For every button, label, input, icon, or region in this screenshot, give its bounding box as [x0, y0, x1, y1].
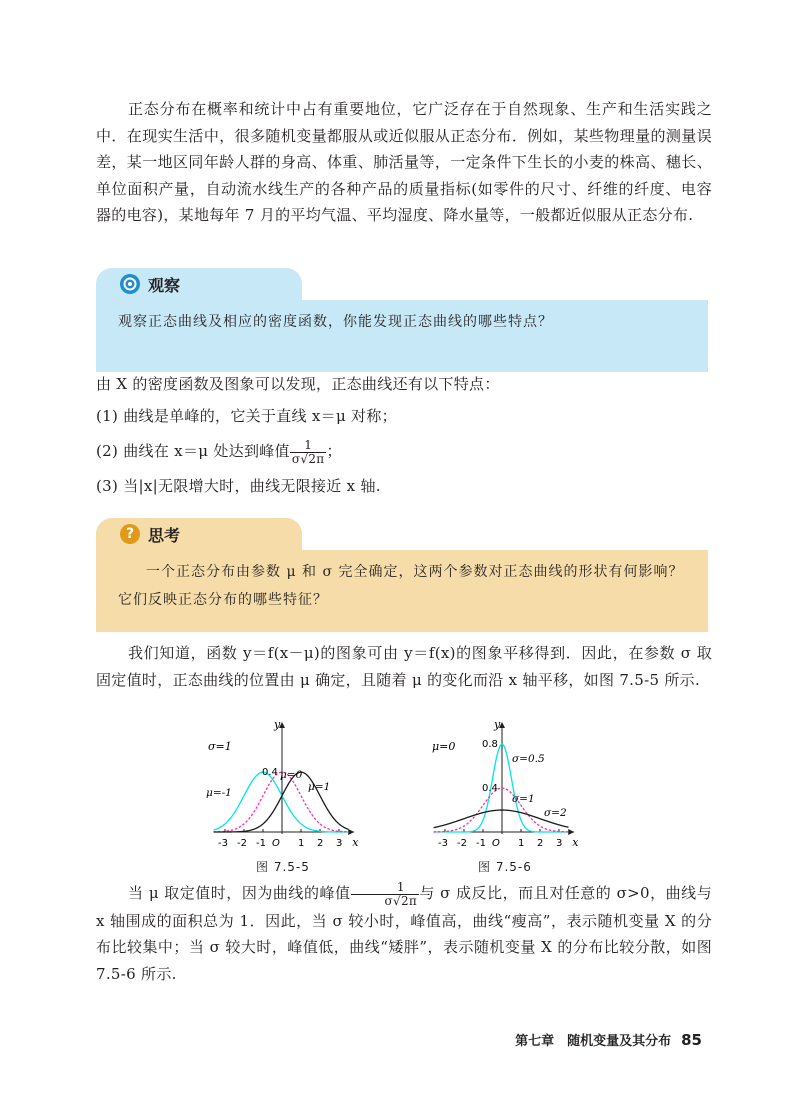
series-label: μ=-1: [206, 787, 232, 799]
x-axis-label: x: [572, 836, 579, 848]
target-icon: [120, 274, 140, 294]
chart-annotation: σ=1: [208, 740, 232, 753]
observe-title: 观察: [148, 275, 181, 295]
figure-7-5-6: [420, 718, 595, 848]
sigma-paragraph: [96, 880, 712, 987]
y-tick-label: 0.4: [482, 783, 498, 794]
y-tick-label: 0.4: [262, 767, 278, 778]
observe-box: [96, 268, 708, 372]
series-label: σ=0.5: [512, 753, 545, 765]
think-box: [96, 518, 708, 632]
page-number: 85: [681, 1031, 702, 1049]
caption-7-5-6: 图 7.5-6: [478, 860, 532, 874]
x-tick-label: -2: [237, 838, 247, 848]
feature-item-3: (3) 当|x|无限增大时，曲线无限接近 x 轴.: [96, 477, 381, 495]
x-tick-label: -1: [476, 838, 486, 848]
translation-paragraph: 我们知道，函数 y＝f(x－μ)的图象可由 y＝f(x)的图象平移得到．因此，在参数 σ 取固定值时，正态曲线的位置由 μ 确定，且随着 μ 的变化而沿 x 轴平移，如图 7.5-5 所示.: [96, 644, 712, 689]
fraction-denominator: σ√2π: [291, 451, 325, 466]
x-tick-label: 1: [298, 838, 305, 848]
feature-item-2-end: ；: [326, 442, 342, 460]
observe-body: 观察正态曲线及相应的密度函数，你能发现正态曲线的哪些特点？: [96, 300, 708, 372]
series-label: σ=2: [544, 807, 567, 819]
chart-annotation: μ=0: [432, 740, 456, 753]
think-tab: [96, 518, 302, 550]
x-tick-label: O: [492, 838, 500, 848]
feature-item-2: [96, 432, 712, 470]
x-tick-label: 1: [518, 838, 525, 848]
features-list: [96, 368, 712, 502]
sigma-paragraph-start: 当 μ 取定值时，因为曲线的峰值: [128, 884, 351, 902]
peak-fraction: [290, 439, 327, 466]
x-tick-label: 3: [556, 838, 563, 848]
x-tick-label: 2: [317, 838, 324, 848]
x-axis-arrow: [568, 829, 574, 835]
series-label: σ=1: [512, 793, 535, 805]
x-tick-label: -1: [256, 838, 266, 848]
fraction-numerator-2: 1: [351, 881, 420, 895]
chapter-label: 第七章 随机变量及其分布: [515, 1034, 672, 1049]
x-tick-label: -2: [457, 838, 467, 848]
features-lead: 由 X 的密度函数及图象可以发现，正态曲线还有以下特点：: [96, 375, 500, 393]
y-tick-label: 0.8: [482, 739, 498, 750]
x-tick-label: 2: [537, 838, 544, 848]
feature-item-1: (1) 曲线是单峰的，它关于直线 x＝μ 对称；: [96, 407, 397, 425]
series-label: μ=0: [280, 769, 303, 781]
question-icon: ?: [120, 524, 140, 544]
sigma-paragraph-rest: 与 σ 成反比，而且对任意的 σ>0，曲线与 x 轴围成的面积总为 1．因此，当 σ 较小时，峰值高，曲线“瘦高”，表示随机变量 X 的分布比较集中；当 σ 较大时，峰值低，曲线“矮胖”，表示随机变量 X 的分布比较分散，如图 7.5-6 所示.: [96, 884, 712, 983]
x-axis-arrow: [348, 829, 354, 835]
x-tick-label: 3: [336, 838, 343, 848]
x-axis-label: x: [352, 836, 359, 848]
think-body: 一个正态分布由参数 μ 和 σ 完全确定，这两个参数对正态曲线的形状有何影响？它们反映正态分布的哪些特征？: [96, 550, 708, 632]
intro-paragraph: 正态分布在概率和统计中占有重要地位，它广泛存在于自然现象、生产和生活实践之中．在现实生活中，很多随机变量都服从或近似服从正态分布．例如，某些物理量的测量误差，某一地区同年龄人群的身高、体重、肺活量等，一定条件下生长的小麦的株高、穗长、单位面积产量，自动流水线生产的各种产品的质量指标(如零件的尺寸、纤维的纤度、电容器的电容)，某地每年 7 月的平均气温、平均湿度、降水量等，一般都近似服从正态分布.: [96, 100, 712, 224]
series-label: μ=1: [308, 781, 331, 793]
observe-tab: [96, 268, 302, 300]
feature-item-2-text: (2) 曲线在 x＝μ 处达到峰值: [96, 442, 290, 460]
y-axis-label: y: [274, 718, 281, 731]
fraction-denominator-2: σ√2π: [384, 893, 418, 908]
y-axis-label: y: [494, 718, 501, 731]
think-title: 思考: [148, 525, 181, 545]
x-tick-label: -3: [438, 838, 448, 848]
x-tick-label: O: [272, 838, 280, 848]
page-footer: [515, 1030, 702, 1049]
caption-7-5-5: 图 7.5-5: [256, 860, 310, 874]
figure-7-5-5: [196, 718, 371, 848]
peak-fraction-2: [351, 881, 420, 908]
fraction-numerator: 1: [290, 439, 327, 453]
x-tick-label: -3: [218, 838, 228, 848]
